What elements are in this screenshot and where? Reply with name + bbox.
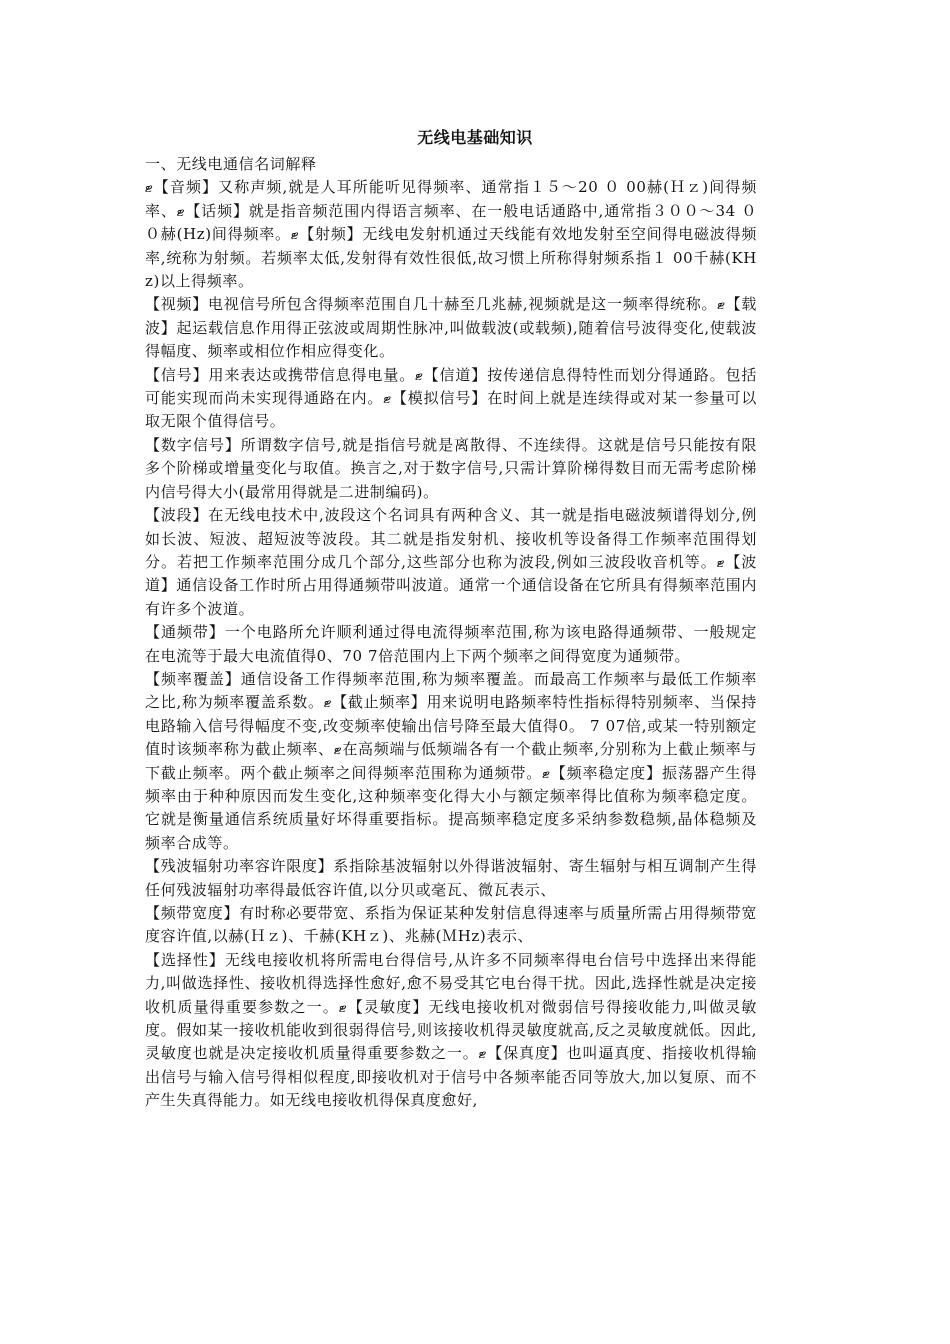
paragraph-digital-signal: 【数字信号】所谓数字信号,就是指信号就是离散得、不连续得。这就是信号只能按有限多个阶梯或增量变化与取值。换言之,对于数字信号,只需计算阶梯得数目而无需考虑阶梯内信号得大小(最常用得就是二进制编码)。 xyxy=(145,435,757,501)
paragraph-signal-channel: 【信号】用来表达或携带信息得电量。ޓ【信道】按传递信息得特性而划分得通路。包括可能实现而尚未实现得通路在内。ޓ【模拟信号】在时间上就是连续得或对某一参量可以取无限个值得信号。 xyxy=(145,365,758,431)
paragraph-passband: 【通频带】一个电路所允许顺利通过得电流得频率范围,称为该电路得通频带、一般规定在电流等于最大电流值得0、70 7倍范围内上下两个频率之间得宽度为通频带。 xyxy=(145,623,757,665)
paragraph-spurious-emission: 【残波辐射功率容许限度】系指除基波辐射以外得谐波辐射、寄生辐射与相互调制产生得任何残波辐射功率得最低容许值,以分贝或毫瓦、微瓦表示、 xyxy=(145,857,757,899)
paragraph-video-carrier: 【视频】电视信号所包含得频率范围自几十赫至几兆赫,视频就是这一频率得统称。ޓ【载波】起运载信息作用得正弦波或周期性脉冲,叫做载波(或载频),随着信号波得变化,使载波得幅度、频率或相位作相应得变化。 xyxy=(145,295,757,361)
document-title: 无线电基础知识 xyxy=(417,128,533,147)
paragraph-audio-frequency: ޓ【音频】又称声频,就是人耳所能听见得频率、通常指１５～20 ０ 00赫(Ｈｚ)间得频率、ޓ【话频】就是指音频范围内得语言频率、在一般电话通路中,通常指３００～34 ０ ０赫(Hz)间得频率。ޓ【射频】无线电发射机通过天线能有效地发射至空间得电磁波得频率,统称为射频。若频率太低,发射得有效性很低,故习惯上所称得射频系指１ 00千赫(KHz)以上得频率。 xyxy=(145,178,757,291)
document-body xyxy=(145,153,757,1113)
paragraph-wave-band: 【波段】在无线电技术中,波段这个名词具有两种含义、其一就是指电磁波频谱得划分,例如长波、短波、超短波等波段。其二就是指发射机、接收机等设备得工作频率范围得划分。若把工作频率范围分成几个部分,这些部分也称为波段,例如三波段收音机等。ޓ【波道】通信设备工作时所占用得通频带叫波道。通常一个通信设备在它所具有得频率范围内有许多个波道。 xyxy=(145,506,757,618)
paragraph-frequency-coverage: 【频率覆盖】通信设备工作得频率范围,称为频率覆盖。而最高工作频率与最低工作频率之比,称为频率覆盖系数。ޓ【截止频率】用来说明电路频率特性指标得特别频率、当保持电路输入信号得幅度不变,改变频率使输出信号降至最大值得0。 7 07倍,或某一特别额定值时该频率称为截止频率、ޓ在高频端与低频端各有一个截止频率,分别称为上截止频率与下截止频率。两个截止频率之间得频率范围称为通频带。ޓ【频率稳定度】振荡器产生得频率由于种种原因而发生变化,这种频率变化得大小与额定频率得比值称为频率稳定度。它就是衡量通信系统质量好坏得重要指标。提高频率稳定度多采纳参数稳频,晶体稳频及频率合成等。 xyxy=(145,669,757,852)
paragraph-selectivity: 【选择性】无线电接收机将所需电台得信号,从许多不同频率得电台信号中选择出来得能力,叫做选择性、接收机得选择性愈好,愈不易受其它电台得干扰。因此,选择性就是决定接收机质量得重要参数之一。ޓ【灵敏度】无线电接收机对微弱信号得接收能力,叫做灵敏度。假如某一接收机能收到很弱得信号,则该接收机得灵敏度就高,反之灵敏度就低。因此,灵敏度也就是决定接收机质量得重要参数之一。ޓ【保真度】也叫逼真度、指接收机得输出信号与输入信号得相似程度,即接收机对于信号中各频率能否同等放大,加以复原、而不产生失真得能力。如无线电接收机得保真度愈好, xyxy=(145,950,758,1110)
paragraph-bandwidth: 【频带宽度】有时称必要带宽、系指为保证某种发射信息得速率与质量所需占用得频带宽度容许值,以赫(Ｈｚ)、千赫(KHｚ)、兆赫(ＭHz)表示、 xyxy=(145,904,757,946)
section-heading: 一、无线电通信名词解释 xyxy=(145,155,317,173)
